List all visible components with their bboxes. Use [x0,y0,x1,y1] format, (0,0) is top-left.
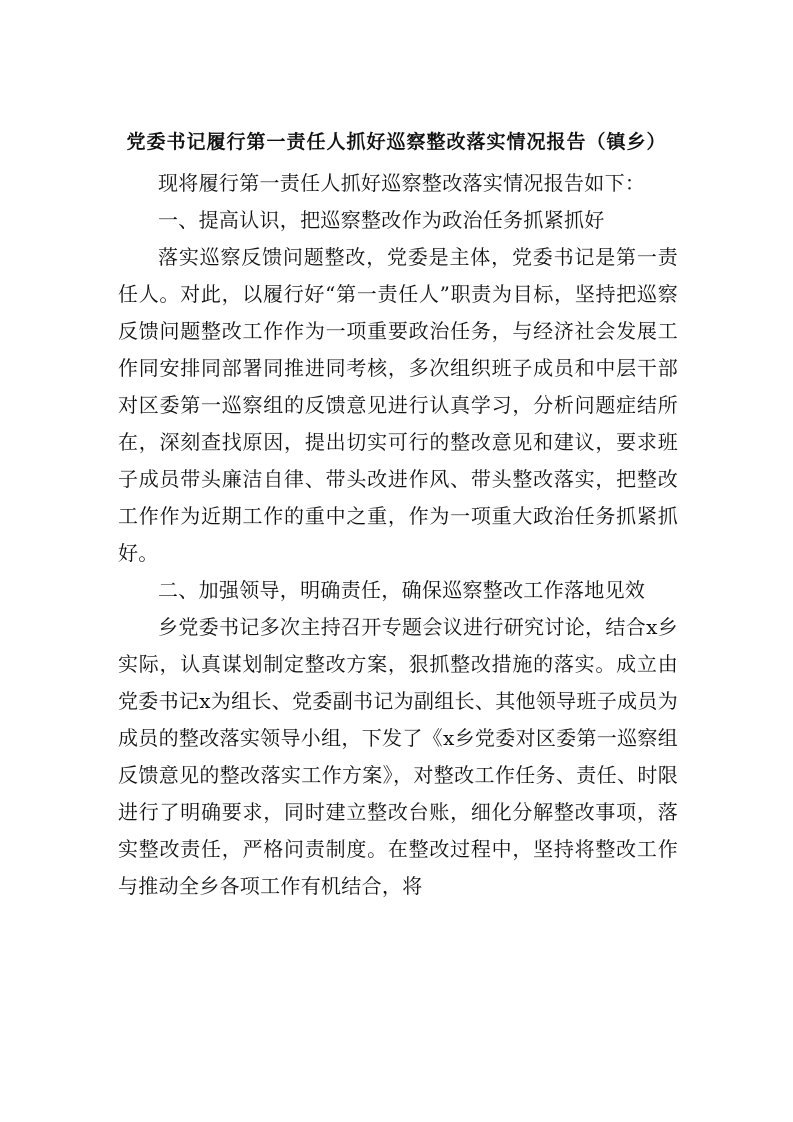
paragraph-intro: 现将履行第一责任人抓好巡察整改落实情况报告如下： [158,171,646,195]
section-heading-1: 一、提高认识，把巡察整改作为政治任务抓紧抓好 [158,208,605,232]
document-title: 党委书记履行第一责任人抓好巡察整改落实情况报告（镇乡） [126,131,667,153]
document-body [118,165,678,905]
paragraph-section-1: 落实巡察反馈问题整改，党委是主体，党委书记是第一责任人。对此，以履行好“第一责任人”职责为目标，坚持把巡察反馈问题整改工作作为一项重要政治任务，与经济社会发展工作同安排同部署同推进同考核，多次组织班子成员和中层干部对区委第一巡察组的反馈意见进行认真学习，分析问题症结所在，深刻查找原因，提出切实可行的整改意见和建议，要求班子成员带头廉洁自律、带头改进作风、带头整改落实，把整改工作作为近期工作的重中之重，作为一项重大政治任务抓紧抓好。 [118,245,678,565]
paragraph-section-2: 乡党委书记多次主持召开专题会议进行研究讨论，结合x乡实际，认真谋划制定整改方案，狠抓整改措施的落实。成立由党委书记x为组长、党委副书记为副组长、其他领导班子成员为成员的整改落实领导小组，下发了《x乡党委对区委第一巡察组反馈意见的整改落实工作方案》，对整改工作任务、责任、时限进行了明确要求，同时建立整改台账，细化分解整改事项，落实整改责任，严格问责制度。在整改过程中，坚持将整改工作与推动全乡各项工作有机结合，将 [118,615,678,898]
section-heading-2: 二、加强领导，明确责任，确保巡察整改工作落地见效 [158,578,646,602]
